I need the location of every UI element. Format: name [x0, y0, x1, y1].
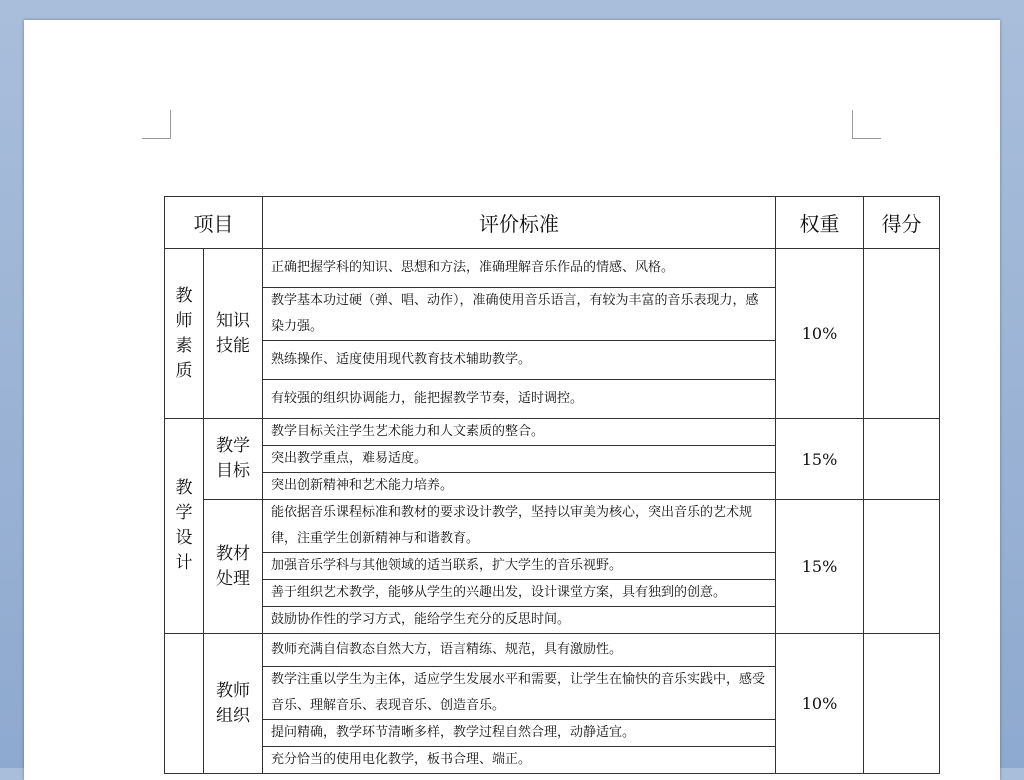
evaluation-table [164, 196, 940, 774]
header-score: 得分 [864, 197, 940, 249]
table-row [165, 500, 940, 553]
header-criteria: 评价标准 [263, 197, 776, 249]
table-row [165, 419, 940, 446]
criteria-cell: 教学基本功过硬（弹、唱、动作），准确使用音乐语言，有较为丰富的音乐表现力，感染力强。 [263, 288, 776, 341]
criteria-cell: 充分恰当的使用电化教学，板书合理、端正。 [263, 747, 776, 774]
weight-cell: 10% [776, 634, 864, 774]
criteria-cell: 有较强的组织协调能力，能把握教学节奏，适时调控。 [263, 380, 776, 419]
section-label: 教学设计 [165, 419, 204, 634]
criteria-cell: 教学目标关注学生艺术能力和人文素质的整合。 [263, 419, 776, 446]
weight-cell: 15% [776, 419, 864, 500]
table-header-row [165, 197, 940, 249]
criteria-cell: 能依据音乐课程标准和教材的要求设计教学，坚持以审美为核心，突出音乐的艺术规律，注重学生创新精神与和谐教育。 [263, 500, 776, 553]
criteria-cell: 教师充满自信教态自然大方，语言精练、规范，具有激励性。 [263, 634, 776, 667]
header-project: 项目 [165, 197, 263, 249]
section-label: 教师素质 [165, 249, 204, 419]
subsection-label: 教师组织 [204, 634, 263, 774]
document-page [24, 20, 1000, 780]
subsection-label: 知识技能 [204, 249, 263, 419]
criteria-cell: 善于组织艺术教学，能够从学生的兴趣出发，设计课堂方案，具有独到的创意。 [263, 580, 776, 607]
criteria-cell: 熟练操作、适度使用现代教育技术辅助教学。 [263, 341, 776, 380]
header-weight: 权重 [776, 197, 864, 249]
margin-corner-mark-right [852, 110, 881, 139]
section-label [165, 634, 204, 774]
criteria-cell: 突出教学重点，难易适度。 [263, 446, 776, 473]
criteria-cell: 教学注重以学生为主体，适应学生发展水平和需要，让学生在愉快的音乐实践中，感受音乐、理解音乐、表现音乐、创造音乐。 [263, 667, 776, 720]
subsection-label: 教学目标 [204, 419, 263, 500]
score-cell[interactable] [864, 500, 940, 634]
criteria-cell: 正确把握学科的知识、思想和方法，准确理解音乐作品的情感、风格。 [263, 249, 776, 288]
subsection-label: 教材处理 [204, 500, 263, 634]
weight-cell: 10% [776, 249, 864, 419]
score-cell[interactable] [864, 249, 940, 419]
margin-corner-mark-left [142, 110, 171, 139]
table-row [165, 249, 940, 288]
criteria-cell: 加强音乐学科与其他领域的适当联系，扩大学生的音乐视野。 [263, 553, 776, 580]
weight-cell: 15% [776, 500, 864, 634]
score-cell[interactable] [864, 419, 940, 500]
criteria-cell: 提问精确，教学环节清晰多样，教学过程自然合理，动静适宜。 [263, 720, 776, 747]
table-row [165, 634, 940, 667]
score-cell[interactable] [864, 634, 940, 774]
criteria-cell: 突出创新精神和艺术能力培养。 [263, 473, 776, 500]
criteria-cell: 鼓励协作性的学习方式，能给学生充分的反思时间。 [263, 607, 776, 634]
